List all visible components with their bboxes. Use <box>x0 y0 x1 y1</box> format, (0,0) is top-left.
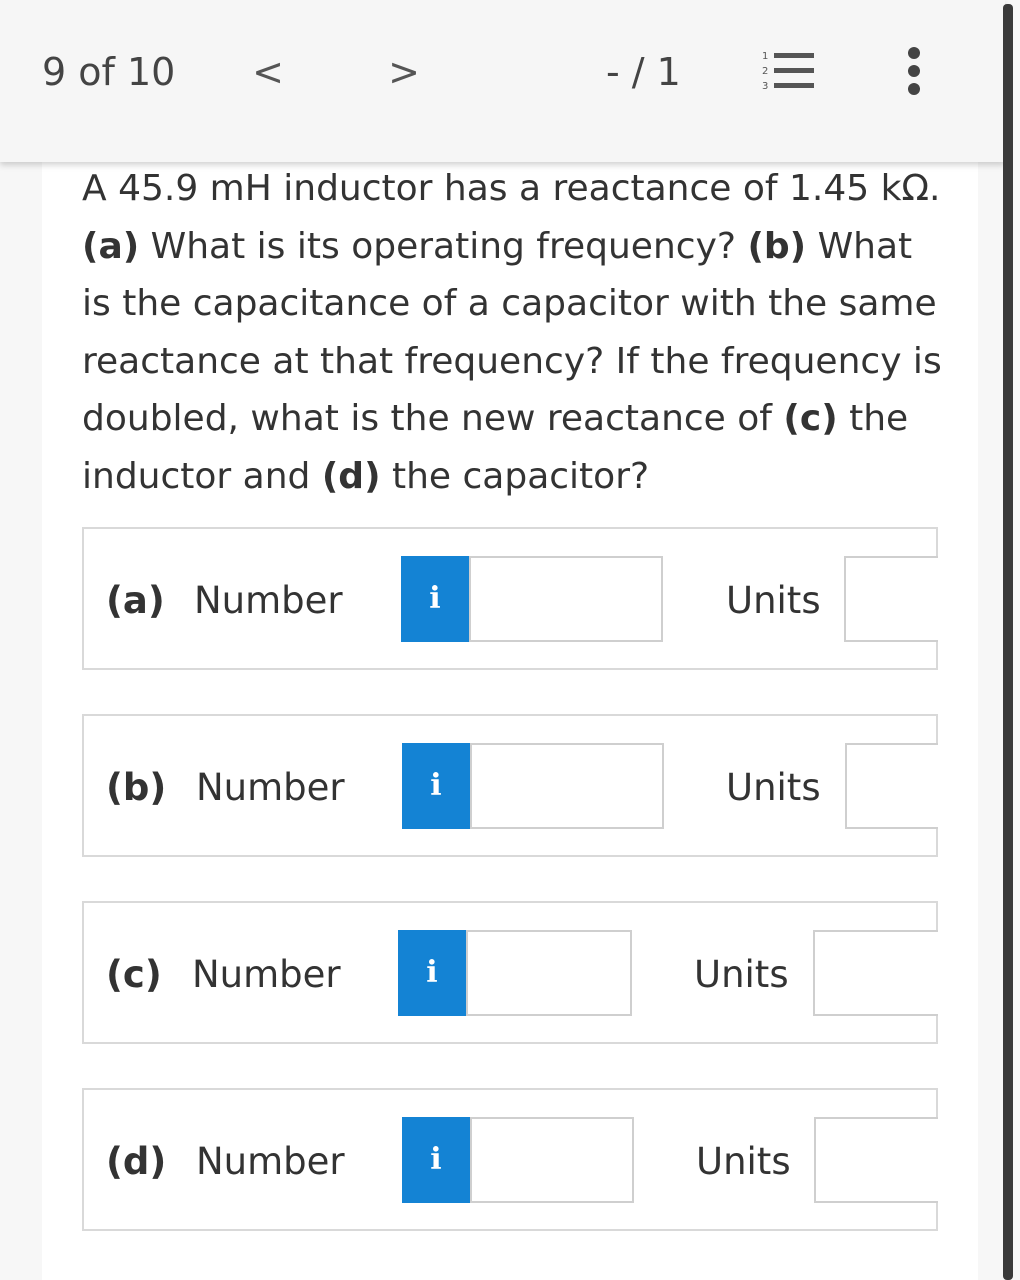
units-label: Units <box>726 766 821 809</box>
info-button[interactable]: i <box>402 1117 470 1203</box>
part-b-text: What is the capacitance of a capacitor with the same reactance at that frequency? If the frequency is doubled, what is the new reactance of <box>82 225 942 439</box>
number-label: Number <box>196 1140 345 1183</box>
units-label: Units <box>726 579 821 622</box>
number-input-b[interactable] <box>470 743 664 829</box>
number-label: Number <box>196 766 345 809</box>
question-text <box>82 160 952 505</box>
answer-row-c <box>82 901 938 1044</box>
units-label: Units <box>696 1140 791 1183</box>
answer-letter: (d) <box>106 1140 167 1183</box>
part-d-text: the capacitor? <box>380 455 650 497</box>
svg-text:3: 3 <box>762 81 769 92</box>
part-d-label: (d) <box>321 455 381 497</box>
answer-letter: (a) <box>106 579 165 622</box>
info-button[interactable]: i <box>402 743 470 829</box>
number-label: Number <box>194 579 343 622</box>
numbered-list-icon[interactable] <box>760 48 816 94</box>
svg-text:1: 1 <box>762 51 769 62</box>
info-button[interactable]: i <box>401 556 469 642</box>
answer-row-a <box>82 527 938 670</box>
svg-text:2: 2 <box>762 66 769 77</box>
answer-row-b <box>82 714 938 857</box>
units-select-c[interactable] <box>813 930 938 1016</box>
scrollbar[interactable] <box>1003 4 1013 1280</box>
number-input-c[interactable] <box>466 930 632 1016</box>
answer-letter: (c) <box>106 953 162 996</box>
part-b-label: (b) <box>747 225 807 267</box>
units-label: Units <box>694 953 789 996</box>
part-a-text: What is its operating frequency? <box>139 225 748 267</box>
more-vertical-icon[interactable] <box>900 46 928 96</box>
units-select-b[interactable] <box>845 743 938 829</box>
units-select-d[interactable] <box>814 1117 938 1203</box>
part-c-text: the inductor and <box>82 398 909 497</box>
top-toolbar <box>0 0 1005 162</box>
number-label: Number <box>192 953 341 996</box>
answer-letter: (b) <box>106 766 167 809</box>
score-display: - / 1 <box>606 50 681 94</box>
question-card <box>42 130 978 1280</box>
number-input-d[interactable] <box>470 1117 634 1203</box>
info-button[interactable]: i <box>398 930 466 1016</box>
part-c-label: (c) <box>783 398 838 439</box>
part-a-label: (a) <box>82 225 140 267</box>
next-question-button[interactable]: > <box>388 50 420 94</box>
answer-row-d <box>82 1088 938 1231</box>
question-intro: A 45.9 mH inductor has a reactance of 1.45 kΩ. <box>82 168 941 209</box>
units-select-a[interactable] <box>844 556 938 642</box>
previous-question-button[interactable]: < <box>252 50 284 94</box>
question-counter: 9 of 10 <box>42 50 176 94</box>
number-input-a[interactable] <box>469 556 663 642</box>
